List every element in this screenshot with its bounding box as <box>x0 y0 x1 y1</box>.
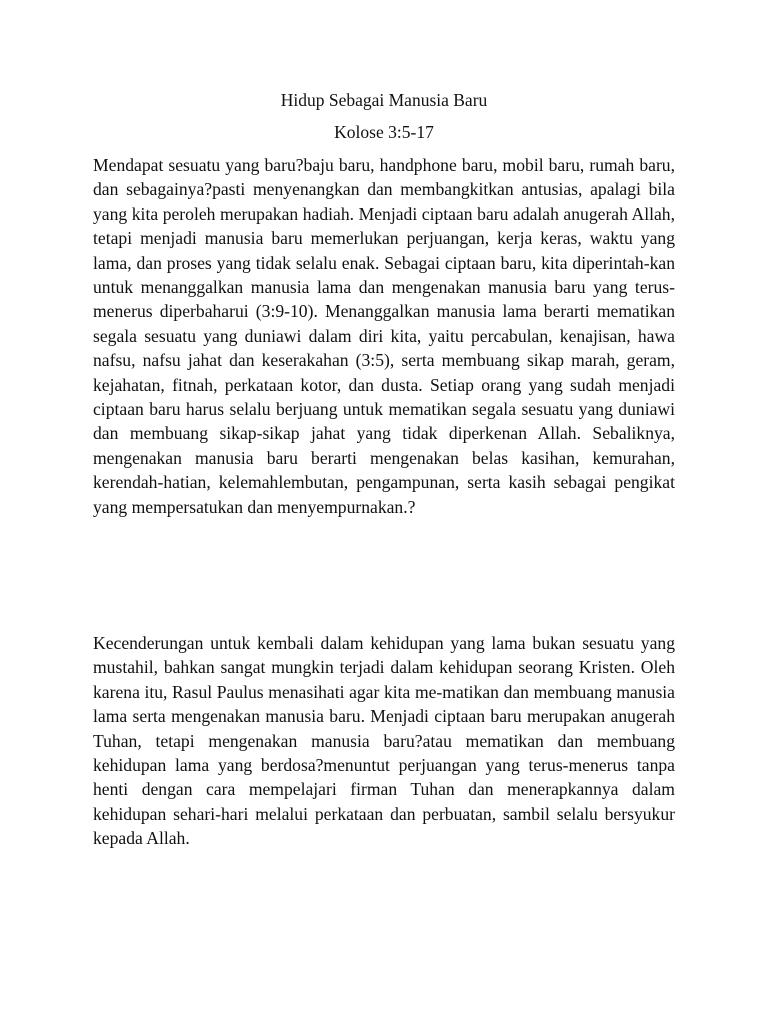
paragraph-2: Kecenderungan untuk kembali dalam kehidupan yang lama bukan sesuatu yang mustahil, bahkan sangat mungkin terjadi dalam kehidupan seorang Kristen. Oleh karena itu, Rasul Paulus menasihati agar kita me-matikan dan membuang manusia lama serta mengenakan manusia baru. Menjadi ciptaan baru merupakan anugerah Tuhan, tetapi mengenakan manusia baru?atau mematikan dan membuang kehidupan lama yang berdosa?menuntut perjuangan yang terus-menerus tanpa henti dengan cara mempelajari firman Tuhan dan menerapkannya dalam kehidupan sehari-hari melalui perkataan dan perbuatan, sambil selalu bersyukur kepada Allah. <box>93 633 675 849</box>
document-title: Hidup Sebagai Manusia Baru <box>280 90 488 110</box>
scripture-reference: Kolose 3:5-17 <box>334 122 434 142</box>
paragraph-1: Mendapat sesuatu yang baru?baju baru, handphone baru, mobil baru, rumah baru, dan sebagainya?pasti menyenangkan dan membangkitkan antusias, apalagi bila yang kita peroleh merupakan hadiah. Menjadi ciptaan baru adalah anugerah Allah, tetapi menjadi manusia baru memerlukan perjuangan, kerja keras, waktu yang lama, dan proses yang tidak selalu enak. Sebagai ciptaan baru, kita diperintah-kan untuk menanggalkan manusia lama dan mengenakan manusia baru yang terus-menerus diperbaharui (3:9-10). Menanggalkan manusia lama berarti mematikan segala sesuatu yang duniawi dalam diri kita, yaitu percabulan, kenajisan, hawa nafsu, nafsu jahat dan keserakahan (3:5), serta membuang sikap marah, geram, kejahatan, fitnah, perkataan kotor, dan dusta. Setiap orang yang sudah menjadi ciptaan baru harus selalu berjuang untuk mematikan segala sesuatu yang duniawi dan membuang sikap-sikap jahat yang tidak diperkenan Allah. Sebaliknya, mengenakan manusia baru berarti mengenakan belas kasihan, kemurahan, kerendah-hatian, kelemahlembutan, pengampunan, serta kasih sebagai pengikat yang mempersatukan dan menyempurnakan.? <box>93 155 675 517</box>
